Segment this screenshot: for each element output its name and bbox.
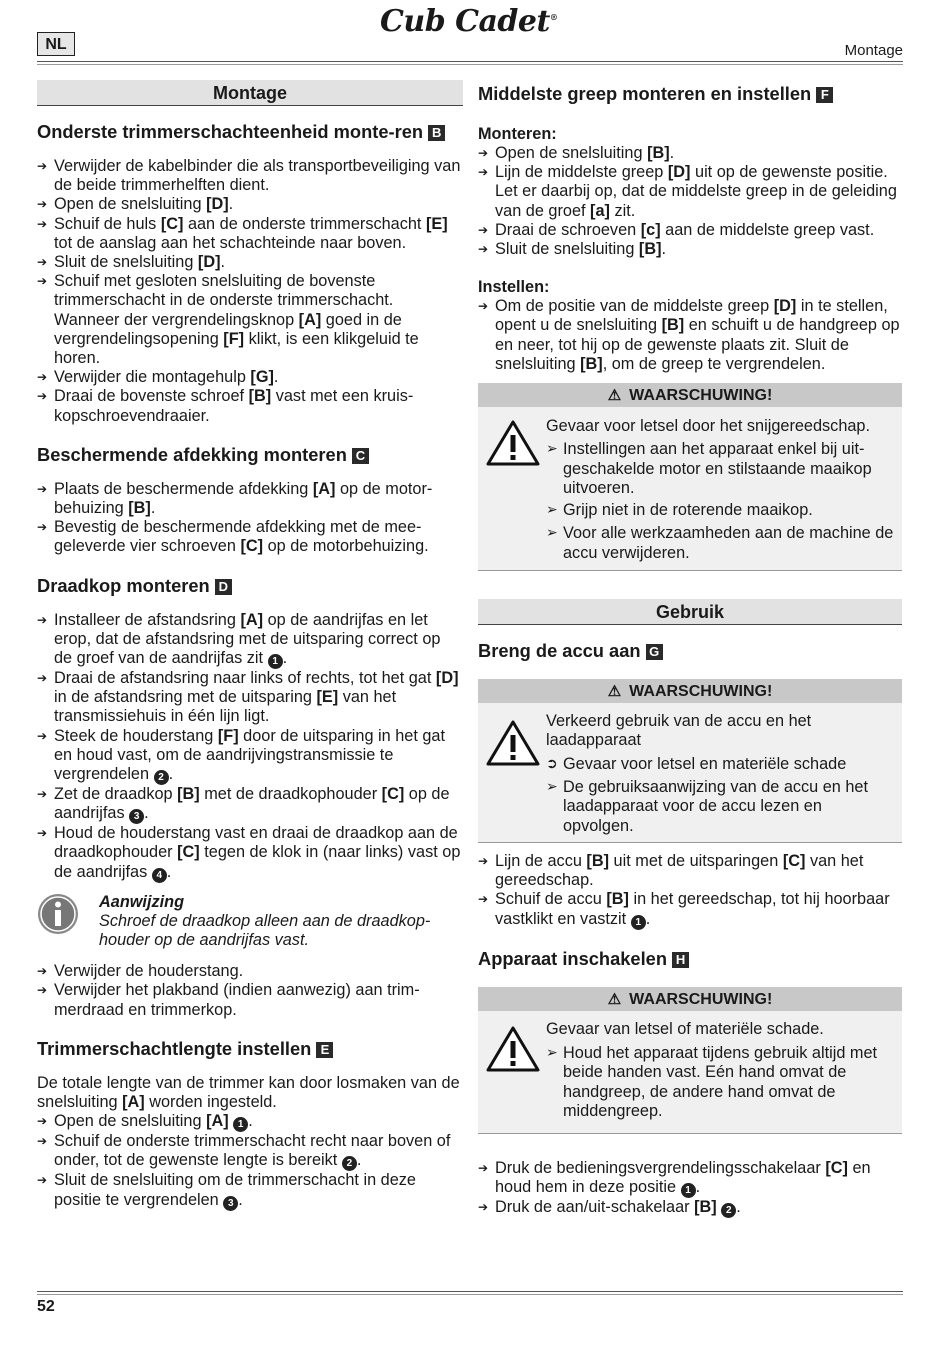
figure-letter: B bbox=[428, 125, 445, 141]
warning-small-icon: ⚠ bbox=[607, 990, 622, 1008]
list-item: ➔ Schuif de onderste trimmerschacht recht naar boven of onder, tot de gewenste lengte is bereikt 2 . bbox=[37, 1132, 463, 1171]
list-item: ➔ Lijn de middelste greep [D] uit op de gewenste positie. Let er daarbij op, dat de middelste greep in de geleiding van de groef [a] zit. bbox=[478, 163, 902, 221]
heading-r1: Middelste greep monteren en instellen F bbox=[478, 83, 902, 105]
list-item: ➔ Schuif de huls [C] aan de onderste trimmerschacht [E] tot de aanslag aan het schachteinde naar boven. bbox=[37, 215, 463, 253]
step-number: 2 bbox=[154, 770, 169, 785]
warning-item: ➢ De gebruiksaanwijzing van de accu en het laadapparaat voor de accu lezen en opvolgen. bbox=[546, 778, 894, 837]
page-number: 52 bbox=[37, 1298, 55, 1315]
note-text: Schroef de draadkop alleen aan de draadkop-houder op de aandrijfas vast. bbox=[99, 911, 431, 949]
warning-triangle-icon bbox=[486, 1025, 540, 1073]
header-section: Montage bbox=[844, 42, 903, 59]
warning-item: ➢ Grijp niet in de roterende maaikop. bbox=[546, 501, 894, 521]
list-item: ➔ Plaats de beschermende afdekking [A] op de motor-behuizing [B]. bbox=[37, 480, 463, 518]
figure-letter: F bbox=[816, 87, 833, 103]
footer-rule-secondary bbox=[37, 1294, 903, 1295]
list-s1 bbox=[37, 157, 463, 426]
step-number: 1 bbox=[268, 654, 283, 669]
list-r3 bbox=[478, 1159, 902, 1218]
figure-letter: D bbox=[215, 579, 232, 595]
language-badge: NL bbox=[37, 32, 75, 56]
brand-name: Cub Cadet bbox=[380, 4, 550, 39]
header-rule bbox=[37, 61, 903, 62]
warning-small-icon: ⚠ bbox=[607, 683, 622, 701]
list-item: ➔ Sluit de snelsluiting om de trimmerschacht in deze positie te vergrendelen 3 . bbox=[37, 1171, 463, 1210]
warning-body bbox=[478, 703, 902, 836]
step-number: 3 bbox=[129, 809, 144, 824]
right-column bbox=[478, 80, 902, 1218]
brand-logo bbox=[380, 4, 557, 39]
list-item: ➔ Open de snelsluiting [A] 1 . bbox=[37, 1112, 463, 1132]
list-item: ➔ Sluit de snelsluiting [B]. bbox=[478, 240, 902, 259]
list-adjust bbox=[478, 297, 902, 374]
warning-header: ⚠ WAARSCHUWING! bbox=[478, 679, 902, 703]
figure-letter: G bbox=[646, 644, 663, 660]
step-number: 3 bbox=[223, 1196, 238, 1211]
subheading-adjust: Instellen: bbox=[478, 278, 550, 297]
warning-consequence: ➲ Gevaar voor letsel en materiële schade bbox=[546, 755, 894, 775]
figure-letter: C bbox=[352, 448, 369, 464]
step-number: 1 bbox=[233, 1117, 248, 1132]
header-rule-secondary bbox=[37, 64, 903, 65]
list-item: ➔ Schuif de accu [B] in het gereedschap, tot hij hoorbaar vastklikt en vastzit 1 . bbox=[478, 890, 902, 929]
warning-small-icon: ⚠ bbox=[607, 387, 622, 405]
warning-text: Verkeerd gebruik van de accu en het laadapparaat bbox=[546, 712, 812, 750]
warning-triangle-icon bbox=[486, 719, 540, 767]
list-item: ➔ Zet de draadkop [B] met de draadkophouder [C] op de aandrijfas 3 . bbox=[37, 785, 463, 824]
brand-mark: ® bbox=[549, 12, 558, 22]
list-item: ➔ Houd de houderstang vast en draai de draadkop aan de draadkophouder [C] tegen de klok in (naar links) vast op de aandrijfas 4 . bbox=[37, 824, 463, 882]
footer-rule bbox=[37, 1291, 903, 1292]
list-item: ➔ Bevestig de beschermende afdekking met de mee-geleverde vier schroeven [C] op de motorbehuizing. bbox=[37, 518, 463, 556]
list-item: ➔ Draai de afstandsring naar links of rechts, tot het gat [D] in de afstandsring met de uitsparing [E] van het transmissiehuis in één lijn ligt. bbox=[37, 669, 463, 727]
list-mount bbox=[478, 144, 902, 259]
info-icon bbox=[37, 893, 79, 935]
subheading-mount: Monteren: bbox=[478, 125, 557, 143]
list-item: ➔ Sluit de snelsluiting [D]. bbox=[37, 253, 463, 272]
step-number: 1 bbox=[631, 915, 646, 930]
step-number: 2 bbox=[721, 1203, 736, 1218]
step-number: 4 bbox=[152, 868, 167, 883]
heading-s4: Trimmerschachtlengte instellen E bbox=[37, 1038, 463, 1060]
list-item: ➔ Druk de aan/uit-schakelaar [B] 2 . bbox=[478, 1198, 902, 1218]
figure-letter: E bbox=[316, 1042, 333, 1058]
figure-letter: H bbox=[672, 952, 689, 968]
warning-body bbox=[478, 407, 902, 563]
warning-header: ⚠ WAARSCHUWING! bbox=[478, 987, 902, 1011]
list-item: ➔ Verwijder de houderstang. bbox=[37, 962, 463, 981]
list-item: ➔ Installeer de afstandsring [A] op de aandrijfas en let erop, dat de afstandsring met de uitsparing correct op de groef van de aandrijfas zit 1 . bbox=[37, 611, 463, 669]
section-bar-montage: Montage bbox=[37, 80, 463, 106]
list-item: ➔ Open de snelsluiting [D]. bbox=[37, 195, 463, 214]
warning-body bbox=[478, 1011, 902, 1122]
list-item: ➔ Draai de bovenste schroef [B] vast met een kruis-kopschroevendraaier. bbox=[37, 387, 463, 425]
note-title: Aanwijzing bbox=[99, 892, 185, 911]
list-item: ➔ Schuif met gesloten snelsluiting de bovenste trimmerschacht in de onderste trimmerschacht. Wanneer der vergrendelingsknop [A] goed in de vergrendelingsopening [F] klikt, is een klikgeluid te horen. bbox=[37, 272, 463, 368]
warning-text: Gevaar voor letsel door het snijgereedschap. bbox=[546, 417, 871, 436]
list-item: ➔ Verwijder de kabelbinder die als transportbeveiliging van de beide trimmerhelften dient. bbox=[37, 157, 463, 195]
list-item: ➔ Om de positie van de middelste greep [D] in te stellen, opent u de snelsluiting [B] en schuift u de handgreep op en neer, tot hij op de gewenste plaats zit. Sluit de snelsluiting [B], om de greep te vergrendelen. bbox=[478, 297, 902, 374]
warning-box-3 bbox=[478, 987, 902, 1134]
intro-s4: De totale lengte van de trimmer kan door losmaken van de snelsluiting [A] worden ingesteld. bbox=[37, 1073, 460, 1111]
note-box bbox=[37, 893, 463, 950]
warning-text: Gevaar van letsel of materiële schade. bbox=[546, 1019, 824, 1038]
left-column bbox=[37, 80, 463, 1211]
warning-box-2 bbox=[478, 679, 902, 843]
warning-item: ➢ Houd het apparaat tijdens gebruik altijd met beide handen vast. Eén hand omvat de handgreep, de andere hand omvat de middengreep. bbox=[546, 1044, 894, 1122]
warning-item: ➢ Voor alle werkzaamheden aan de machine de accu verwijderen. bbox=[546, 524, 894, 563]
warning-header: ⚠ WAARSCHUWING! bbox=[478, 383, 902, 407]
heading-s3: Draadkop monteren D bbox=[37, 575, 463, 597]
heading-s2: Beschermende afdekking monteren C bbox=[37, 444, 463, 466]
list-r2 bbox=[478, 852, 902, 930]
list-s3 bbox=[37, 611, 463, 883]
list-item: ➔ Verwijder het plakband (indien aanwezig) aan trim-merdraad en trimmerkop. bbox=[37, 981, 463, 1019]
heading-r2: Breng de accu aan G bbox=[478, 640, 902, 662]
section-bar-gebruik: Gebruik bbox=[478, 599, 902, 625]
step-number: 2 bbox=[342, 1156, 357, 1171]
warning-item: ➢ Instellingen aan het apparaat enkel bij uit-geschakelde motor en stilstaande maaikop uitvoeren. bbox=[546, 440, 894, 499]
heading-r3: Apparaat inschakelen H bbox=[478, 948, 902, 970]
step-number: 1 bbox=[681, 1183, 696, 1198]
warning-triangle-icon bbox=[486, 419, 540, 467]
list-item: ➔ Lijn de accu [B] uit met de uitsparingen [C] van het gereedschap. bbox=[478, 852, 902, 890]
list-item: ➔ Open de snelsluiting [B]. bbox=[478, 144, 902, 163]
warning-box-1 bbox=[478, 383, 902, 571]
list-s2 bbox=[37, 480, 463, 557]
list-s4 bbox=[37, 1112, 463, 1210]
list-item: ➔ Steek de houderstang [F] door de uitsparing in het gat en houd vast, om de aandrijvingstransmissie te vergrendelen 2 . bbox=[37, 727, 463, 785]
list-item: ➔ Verwijder die montagehulp [G]. bbox=[37, 368, 463, 387]
list-item: ➔ Draai de schroeven [c] aan de middelste greep vast. bbox=[478, 221, 902, 240]
list-s3b bbox=[37, 962, 463, 1020]
heading-s1: Onderste trimmerschachteenheid monte-ren B bbox=[37, 121, 463, 143]
list-item: ➔ Druk de bedieningsvergrendelingsschakelaar [C] en houd hem in deze positie 1 . bbox=[478, 1159, 902, 1198]
